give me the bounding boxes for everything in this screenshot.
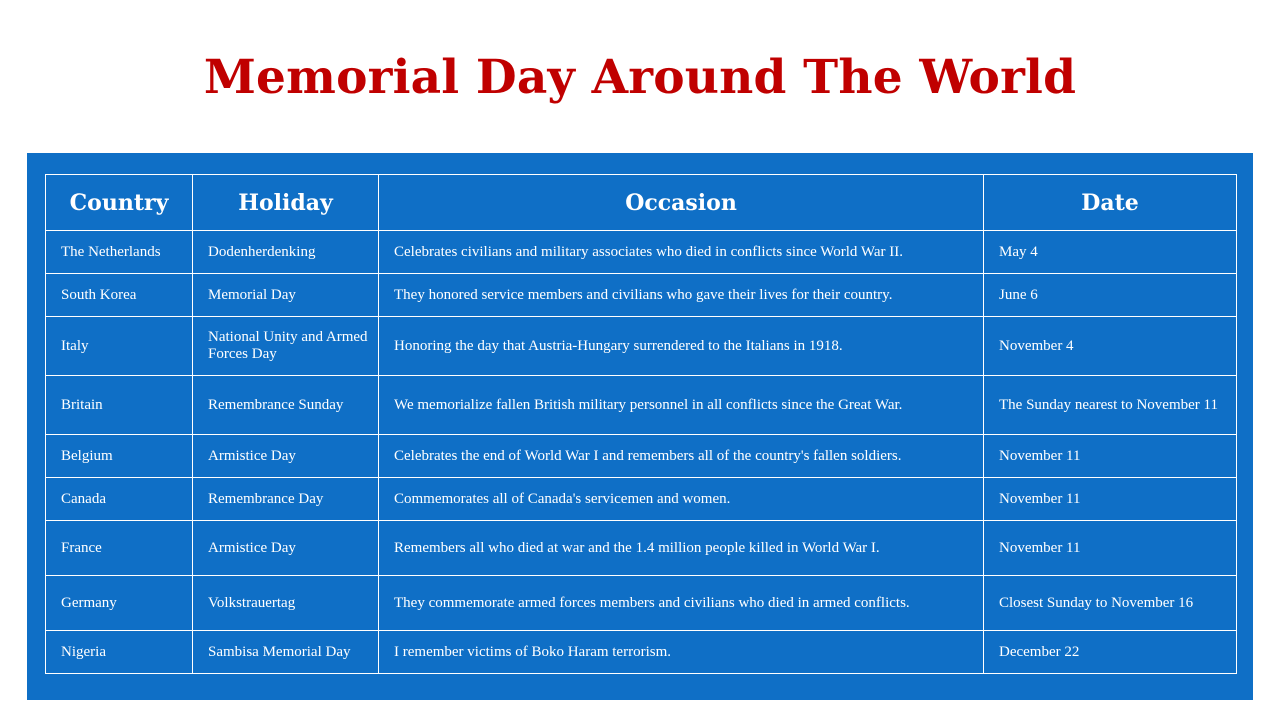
cell-country: France bbox=[46, 521, 193, 576]
table-panel bbox=[27, 153, 1253, 700]
table-header-row bbox=[46, 175, 1237, 231]
header-occasion: Occasion bbox=[379, 175, 984, 231]
cell-country: Canada bbox=[46, 478, 193, 521]
cell-holiday: Memorial Day bbox=[193, 274, 379, 317]
cell-holiday: Armistice Day bbox=[193, 435, 379, 478]
table-row bbox=[46, 274, 1237, 317]
cell-holiday: Remembrance Day bbox=[193, 478, 379, 521]
cell-holiday: Sambisa Memorial Day bbox=[193, 631, 379, 674]
cell-country: Italy bbox=[46, 317, 193, 376]
cell-occasion: They honored service members and civilians who gave their lives for their country. bbox=[379, 274, 984, 317]
cell-holiday: Remembrance Sunday bbox=[193, 376, 379, 435]
cell-date: November 4 bbox=[984, 317, 1237, 376]
cell-country: South Korea bbox=[46, 274, 193, 317]
cell-occasion: Remembers all who died at war and the 1.4 million people killed in World War I. bbox=[379, 521, 984, 576]
cell-date: The Sunday nearest to November 11 bbox=[984, 376, 1237, 435]
table-row bbox=[46, 631, 1237, 674]
table-row bbox=[46, 478, 1237, 521]
table-row bbox=[46, 435, 1237, 478]
cell-date: Closest Sunday to November 16 bbox=[984, 576, 1237, 631]
cell-occasion: I remember victims of Boko Haram terrorism. bbox=[379, 631, 984, 674]
header-country: Country bbox=[46, 175, 193, 231]
cell-holiday: Volkstrauertag bbox=[193, 576, 379, 631]
header-holiday: Holiday bbox=[193, 175, 379, 231]
table-row bbox=[46, 521, 1237, 576]
cell-occasion: Honoring the day that Austria-Hungary surrendered to the Italians in 1918. bbox=[379, 317, 984, 376]
cell-date: May 4 bbox=[984, 231, 1237, 274]
cell-occasion: Celebrates civilians and military associates who died in conflicts since World War II. bbox=[379, 231, 984, 274]
table-row bbox=[46, 231, 1237, 274]
table-row bbox=[46, 576, 1237, 631]
cell-country: Britain bbox=[46, 376, 193, 435]
table-row bbox=[46, 376, 1237, 435]
cell-country: Germany bbox=[46, 576, 193, 631]
cell-date: December 22 bbox=[984, 631, 1237, 674]
table-row bbox=[46, 317, 1237, 376]
cell-holiday: Dodenherdenking bbox=[193, 231, 379, 274]
cell-holiday: Armistice Day bbox=[193, 521, 379, 576]
cell-date: November 11 bbox=[984, 435, 1237, 478]
cell-holiday: National Unity and Armed Forces Day bbox=[193, 317, 379, 376]
cell-date: June 6 bbox=[984, 274, 1237, 317]
cell-occasion: Commemorates all of Canada's servicemen and women. bbox=[379, 478, 984, 521]
cell-date: November 11 bbox=[984, 478, 1237, 521]
cell-date: November 11 bbox=[984, 521, 1237, 576]
cell-country: Belgium bbox=[46, 435, 193, 478]
page-title: Memorial Day Around The World bbox=[203, 50, 1077, 105]
cell-occasion: Celebrates the end of World War I and remembers all of the country's fallen soldiers. bbox=[379, 435, 984, 478]
cell-occasion: We memorialize fallen British military personnel in all conflicts since the Great War. bbox=[379, 376, 984, 435]
cell-occasion: They commemorate armed forces members and civilians who died in armed conflicts. bbox=[379, 576, 984, 631]
memorial-day-table bbox=[45, 174, 1237, 674]
header-date: Date bbox=[984, 175, 1237, 231]
cell-country: Nigeria bbox=[46, 631, 193, 674]
cell-country: The Netherlands bbox=[46, 231, 193, 274]
